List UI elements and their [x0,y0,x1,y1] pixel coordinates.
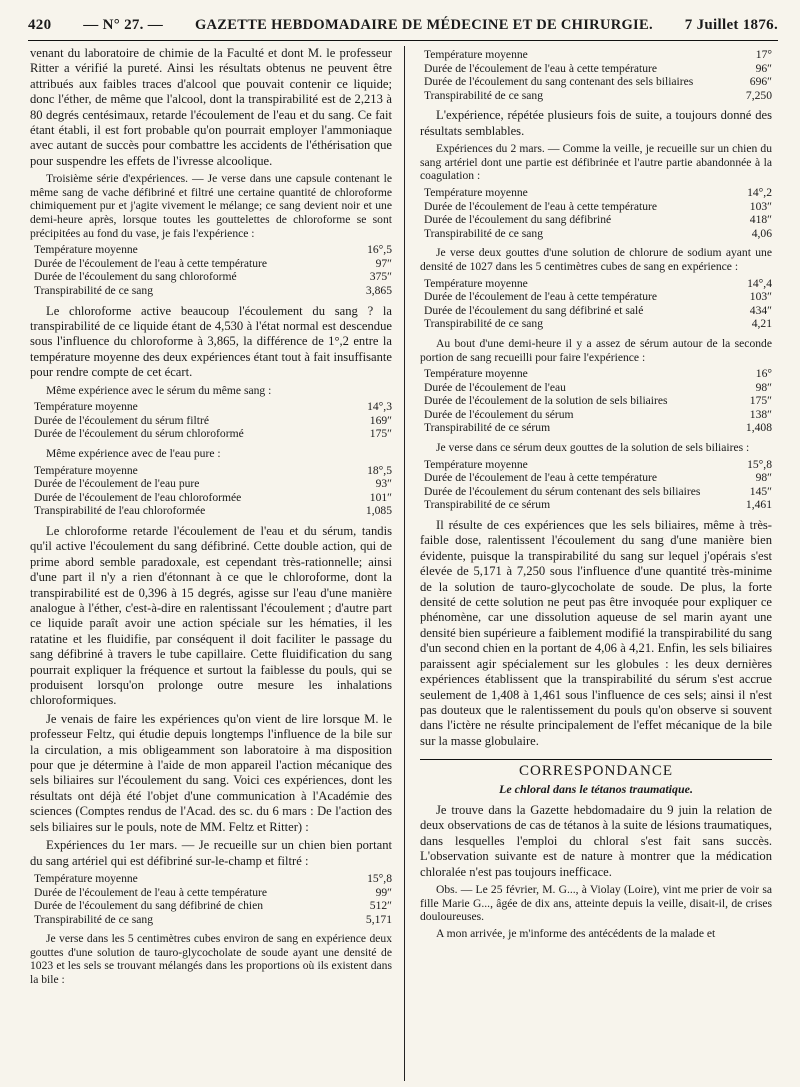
results-table [30,400,392,441]
row-value: 3,865 [365,284,392,297]
row-value: 138″ [749,407,772,421]
row-value: 98″ [755,471,772,485]
paragraph: Même expérience avec de l'eau pure : [46,447,221,460]
row-value: 103″ [749,199,772,213]
table-row [420,394,772,408]
row-label: Durée de l'écoulement de l'eau à cette température [424,61,658,75]
row-value: 14°,3 [367,400,392,414]
table-row [30,400,392,414]
table-row [30,414,392,428]
table-row [30,899,392,913]
row-value: 512″ [369,899,392,913]
journal-title: GAZETTE HEBDOMADAIRE DE MÉDECINE ET DE CHIRURGIE. [194,17,653,33]
table-row [420,498,772,512]
paragraph: Je verse dans ce sérum deux gouttes de la solution de sels biliaires : [436,441,750,455]
results-table [420,367,772,435]
table-row [420,458,772,472]
table-row [30,886,392,900]
row-label: Température moyenne [424,48,528,61]
results-table [30,464,392,518]
row-label: Température moyenne [34,463,138,477]
row-value: 4,06 [751,226,772,240]
column-divider [404,46,405,1081]
right-column [420,46,772,943]
table-row [420,213,772,227]
row-value: 18°,5 [367,463,392,477]
table-row [420,471,772,485]
results-table [420,277,772,331]
row-label: Durée de l'écoulement de la solution de sels biliaires [424,394,668,408]
row-value: 101″ [369,490,392,504]
row-value: 418″ [749,213,772,227]
row-value: 103″ [749,290,772,304]
row-value: 175″ [749,394,772,408]
table-row [30,284,392,298]
page-number: 420 [28,17,52,33]
row-value: 5,171 [365,912,392,926]
table-row [420,75,772,89]
paragraph: Il résulte de ces expériences que les sels biliaires, même à très-faible dose, ralentissent l'écoulement du sang d'une manière bien évidente, puisque la transpirabilité du sang sur lequel j'opérais s'est élevée de 5,171 à 7,250 sous l'influence d'une quantité très-minime de la solution de tauro-glycocholate de soude. De plus, la forte densité de cette solution ne peut pas être invoquée pour expliquer ce phénomène, car une dissolution aqueuse de sel marin ayant une densité bien supérieure a faiblement modifié la transpirabilité du sang d'un second chien en la portant de 4,06 à 4,21. Enfin, les sels biliaires paraissent agir spécialement sur les globules : les deux dernières expériences établissent que la transpirabilité du sérum s'est accrue seulement de 1,408 à 1,461 sous l'influence de ces sels; ainsi il n'est pas douteux que le ralentissement du pouls qu'on observe si souvent dans l'ictère ne résulte principalement de l'effet mécanique de la bile sur la masse globulaire. [420,518,772,748]
table-row [420,367,772,381]
row-value: 14°,2 [747,185,772,199]
row-label: Durée de l'écoulement de l'eau pure [34,477,200,491]
table-row [420,317,772,331]
row-value: 97″ [375,256,392,270]
section-subtitle: Le chloral dans le tétanos traumatique. [498,781,693,796]
row-label: Durée de l'écoulement du sang défibriné et salé [424,303,644,317]
paragraph: Je venais de faire les expériences qu'on vient de lire lorsque M. le professeur Feltz, qui étudie depuis longtemps l'influence de la bile sur la circulation, a mis obligeamment son laboratoire à ma disposition pour que je détermine à l'aide de mon appareil l'action mécanique des sels biliaires sur l'écoulement du sang. Voici ces expériences, dont les résultats ont déjà été l'objet d'une communication à l'Académie des sciences (Comptes rendus de l'Acad. des sc. du 6 mars : De l'action des sels biliaires sur le pouls, note de MM. Feltz et Ritter) : [30,711,392,834]
table-row [420,421,772,435]
row-value: 16° [755,367,772,381]
issue-number: — N° 27. — [83,17,164,33]
table-row [30,872,392,886]
row-label: Température moyenne [424,457,528,471]
paragraph: Le chloroforme retarde l'écoulement de l'eau et du sérum, tandis qu'il active l'écoulement du sang défibriné. Cette double action, qui de prime abord semble paradoxale, est cependant très-rationnelle; ainsi d'une part il n'y a rien d'étonnant à ce que le chloroforme, dont la transpirabilité est de 0,396 à 15 degrés, agisse sur l'eau d'une manière analogue à l'éther, c'est-à-dire en ralentissant l'écoulement ; d'autre part ce liquide paraît avoir une action spéciale sur les hématies, il les ratatine et les fluidifie, par conséquent il doit faciliter le passage du sang défibriné à travers le tube capillaire. Cette fluidification du sang pourrait expliquer la fréquence et surtout la faiblesse du pouls, qui se produisent lorsqu'on prolonge outre mesure les inhalations chloroformiques. [30,523,392,708]
row-label: Durée de l'écoulement de l'eau à cette température [424,471,658,485]
row-label: Température moyenne [424,185,528,199]
row-label: Transpirabilité de ce sang [424,88,544,102]
table-row [420,48,772,62]
table-row [30,491,392,505]
row-label: Durée de l'écoulement de l'eau chloroformée [34,490,242,504]
row-label: Durée de l'écoulement du sérum [424,407,574,421]
row-label: Transpirabilité de ce sérum [424,498,551,512]
row-label: Température moyenne [424,276,528,290]
row-value: 98″ [755,380,772,394]
running-header [28,8,778,34]
results-table [420,48,772,102]
paragraph: Expériences du 2 mars. — Comme la veille, je recueille sur un chien du sang artériel dont une partie est défibrinée et l'autre partie abandonnée à la coagulation : [420,142,772,183]
paragraph: A mon arrivée, je m'informe des antécédents de la malade et [436,926,716,940]
table-row [420,200,772,214]
row-label: Transpirabilité de ce sérum [424,421,551,435]
row-label: Durée de l'écoulement du sang défibriné [424,213,612,227]
row-value: 1,085 [365,504,392,518]
results-table [420,186,772,240]
row-value: 15°,8 [367,871,392,885]
table-row [30,913,392,927]
table-row [30,504,392,518]
row-value: 99″ [375,885,392,899]
row-label: Température moyenne [34,871,138,885]
row-label: Température moyenne [34,400,138,414]
paragraph: Je trouve dans la Gazette hebdomadaire du 9 juin la relation de deux observations de cas de tétanos à la suite de lésions traumatiques, dans lesquelles l'emploi du chloral s'est fait sans succès. L'observation suivante est de nature à montrer que la médication chloralée n'est pas toujours inefficace. [420,802,772,879]
row-value: 96″ [755,61,772,75]
row-value: 93″ [375,477,392,491]
row-label: Transpirabilité de ce sang [424,317,544,331]
left-column [30,46,392,990]
paragraph: Obs. — Le 25 février, M. G..., à Violay (Loire), vint me prier de voir sa fille Marie G..., âgée de dix ans, atteinte depuis la veille, disait-il, de crises douloureuses. [420,882,772,924]
row-label: Transpirabilité de ce sang [424,226,544,240]
results-table [30,243,392,297]
row-value: 1,461 [745,498,772,512]
paragraph: Je verse deux gouttes d'une solution de chlorure de sodium ayant une densité de 1027 dans les 5 centimètres cubes de sang en expérience : [420,246,772,273]
row-value: 17° [755,48,772,61]
table-row [30,257,392,271]
row-label: Durée de l'écoulement du sérum chloroformé [34,427,244,441]
row-label: Durée de l'écoulement du sang défibriné de chien [34,899,264,913]
row-label: Transpirabilité de ce sang [34,284,154,297]
paragraph: Au bout d'une demi-heure il y a assez de sérum autour de la seconde portion de sang recueilli pour faire l'expérience : [420,336,772,364]
results-table [420,458,772,512]
paragraph: Même expérience avec le sérum du même sang : [46,383,272,397]
table-row [420,62,772,76]
row-label: Durée de l'écoulement de l'eau [424,380,566,394]
table-row [420,186,772,200]
header-rule [28,40,778,41]
results-table [30,872,392,926]
issue-date: 7 Juillet 1876. [684,17,778,33]
table-row [420,408,772,422]
row-label: Durée de l'écoulement de l'eau à cette température [424,290,658,304]
paragraph: Expériences du 1er mars. — Je recueille sur un chien bien portant du sang artériel qui est défibriné sur-le-champ et filtré : [30,838,392,868]
table-row [420,290,772,304]
row-label: Durée de l'écoulement du sérum filtré [34,413,209,427]
paragraph: Je verse dans les 5 centimètres cubes environ de sang en expérience deux gouttes d'une solution de tauro-glycocholate de soude ayant une densité de 1023 et les sels se trouvant mélangés dans les proportions où ils existent dans la bile : [30,932,392,987]
row-label: Durée de l'écoulement du sérum contenant des sels biliaires [424,484,701,498]
row-value: 4,21 [751,317,772,331]
table-row [30,243,392,257]
table-row [30,427,392,441]
row-label: Transpirabilité de ce sang [34,912,154,926]
row-value: 7,250 [745,88,772,102]
row-label: Durée de l'écoulement de l'eau à cette température [34,256,268,270]
table-row [30,477,392,491]
table-row [420,277,772,291]
table-row [30,270,392,284]
paragraph: Troisième série d'expériences. — Je verse dans une capsule contenant le même sang de vache défibriné et filtré une certaine quantité de chloroforme chimiquement pur et j'agite vivement le mélange; ce sang devient noir et une demi-heure après, lorsque toutes les gouttelettes de chloroforme se sont précipitées au fond du vase, je fais l'expérience : [30,172,392,240]
row-value: 375″ [369,270,392,284]
table-row [420,485,772,499]
row-value: 14°,4 [747,276,772,290]
row-value: 1,408 [745,421,772,435]
row-value: 145″ [749,484,772,498]
row-value: 169″ [369,413,392,427]
row-label: Durée de l'écoulement du sang chloroformé [34,270,237,284]
row-value: 175″ [369,427,392,441]
table-row [420,227,772,241]
row-label: Transpirabilité de l'eau chloroformée [34,504,206,518]
row-label: Durée de l'écoulement de l'eau à cette température [424,199,658,213]
section-rule [420,759,772,760]
section-title: CORRESPONDANCE [518,763,674,780]
table-row [420,304,772,318]
row-label: Durée de l'écoulement du sang contenant des sels biliaires [424,75,694,89]
row-label: Température moyenne [424,367,528,381]
paragraph: venant du laboratoire de chimie de la Faculté et dont M. le professeur Ritter a vérifié la pureté. Ainsi les résultats obtenus ne peuvent être attribués aux faibles traces d'alcool que pouvait contenir ce liquide; donc l'éther, de même que l'alcool, dont la transpirabilité est de 2,213 à 80 degrés centésimaux, retarde l'écoulement de l'eau et du sang. Ce fait étant établi, il est fort probable qu'on pourrait employer l'ammoniaque avec autant de succès pour combattre les accidents de l'éthérisation que pour suspendre les effets de l'ivresse alcoolique. [30,46,392,168]
row-label: Durée de l'écoulement de l'eau à cette température [34,885,268,899]
row-label: Température moyenne [34,243,138,257]
table-row [420,89,772,103]
table-row [420,381,772,395]
row-value: 16°,5 [367,243,392,257]
row-value: 696″ [749,75,772,89]
paragraph: L'expérience, répétée plusieurs fois de suite, a toujours donné des résultats semblables. [420,108,772,138]
row-value: 15°,8 [747,457,772,471]
table-row [30,464,392,478]
paragraph: Le chloroforme active beaucoup l'écoulement du sang ? la transpirabilité de ce liquide étant de 4,530 à l'état normal est descendue sous l'influence du chloroforme à 3,865, la différence de 1°,2 entre la température moyenne des deux expériences étant tout à fait insuffisante pour rendre compte de cet écart. [30,303,392,380]
row-value: 434″ [749,303,772,317]
